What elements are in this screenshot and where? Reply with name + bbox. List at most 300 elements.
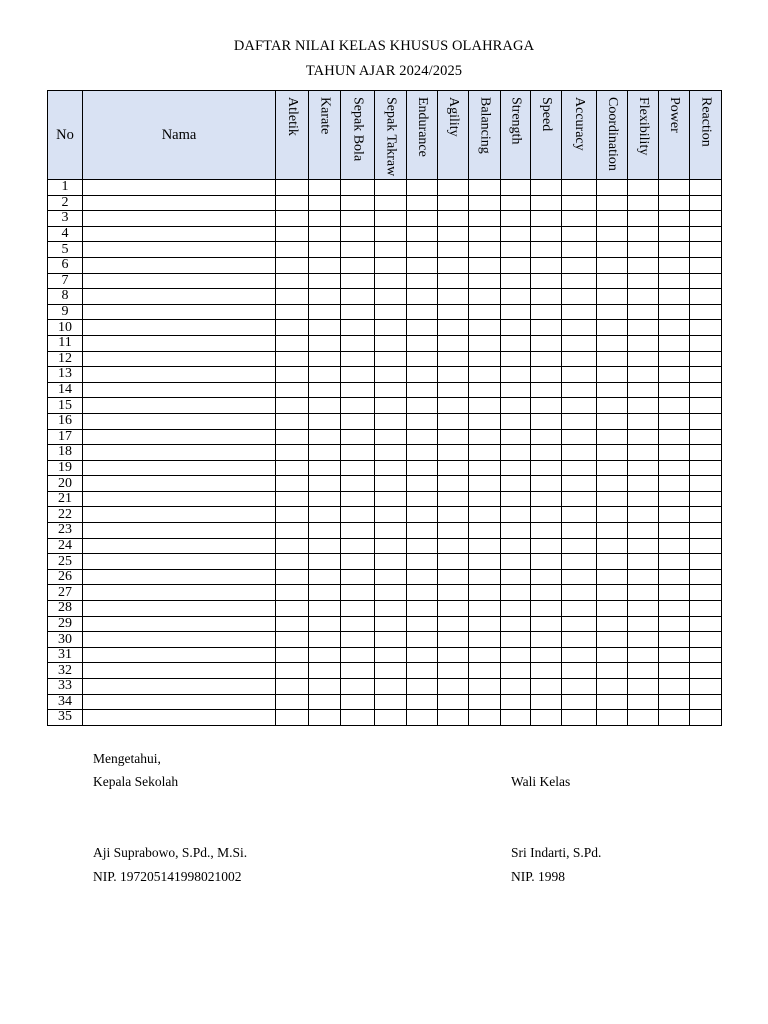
table-row [48, 460, 722, 476]
score-cell [469, 445, 501, 461]
score-cell [276, 351, 309, 367]
table-row [48, 679, 722, 695]
score-cell [469, 491, 501, 507]
subject-label: Endurance [415, 97, 430, 157]
score-cell [276, 398, 309, 414]
score-cell [597, 460, 628, 476]
score-cell [531, 460, 562, 476]
score-cell [309, 491, 341, 507]
score-cell [562, 367, 597, 383]
score-cell [469, 679, 501, 695]
subject-column-header [562, 91, 597, 180]
score-cell [659, 226, 690, 242]
score-cell [276, 211, 309, 227]
score-cell [407, 289, 438, 305]
score-cell [659, 632, 690, 648]
score-cell [531, 257, 562, 273]
score-cell [562, 180, 597, 196]
student-name-cell [83, 242, 276, 258]
score-cell [597, 304, 628, 320]
score-cell [501, 429, 531, 445]
subject-label: Atletik [285, 97, 300, 136]
score-cell [438, 491, 469, 507]
score-cell [375, 491, 407, 507]
score-cell [597, 195, 628, 211]
score-cell [276, 523, 309, 539]
score-cell [562, 211, 597, 227]
table-row [48, 242, 722, 258]
score-cell [341, 585, 375, 601]
score-cell [469, 195, 501, 211]
score-cell [628, 507, 659, 523]
row-number: 2 [48, 195, 83, 211]
score-cell [628, 367, 659, 383]
score-cell [375, 632, 407, 648]
score-cell [659, 507, 690, 523]
score-cell [597, 367, 628, 383]
score-cell [597, 429, 628, 445]
score-cell [407, 507, 438, 523]
score-cell [276, 710, 309, 726]
score-cell [375, 289, 407, 305]
student-name-cell [83, 538, 276, 554]
score-cell [690, 242, 722, 258]
table-row [48, 694, 722, 710]
score-cell [690, 320, 722, 336]
score-cell [597, 211, 628, 227]
score-cell [501, 476, 531, 492]
score-cell [659, 694, 690, 710]
score-cell [341, 273, 375, 289]
score-cell [690, 460, 722, 476]
score-cell [469, 476, 501, 492]
row-number: 7 [48, 273, 83, 289]
score-cell [501, 211, 531, 227]
score-cell [469, 398, 501, 414]
score-cell [276, 679, 309, 695]
score-cell [309, 257, 341, 273]
name-column-header: Nama [83, 91, 276, 180]
score-cell [659, 445, 690, 461]
score-cell [531, 335, 562, 351]
table-header [48, 91, 722, 180]
score-cell [531, 554, 562, 570]
score-cell [309, 569, 341, 585]
table-row [48, 367, 722, 383]
subject-column-header [597, 91, 628, 180]
score-cell [375, 601, 407, 617]
score-cell [501, 382, 531, 398]
score-cell [531, 367, 562, 383]
score-cell [501, 226, 531, 242]
row-number: 25 [48, 554, 83, 570]
score-cell [690, 569, 722, 585]
score-cell [407, 180, 438, 196]
score-cell [659, 211, 690, 227]
score-cell [531, 663, 562, 679]
score-cell [501, 523, 531, 539]
score-cell [375, 195, 407, 211]
score-cell [628, 523, 659, 539]
score-cell [407, 694, 438, 710]
score-cell [659, 569, 690, 585]
score-cell [375, 257, 407, 273]
score-cell [659, 304, 690, 320]
row-number: 16 [48, 413, 83, 429]
score-cell [469, 601, 501, 617]
row-number: 12 [48, 351, 83, 367]
score-cell [501, 273, 531, 289]
table-row [48, 663, 722, 679]
score-cell [341, 398, 375, 414]
score-cell [341, 304, 375, 320]
score-cell [562, 273, 597, 289]
score-cell [501, 180, 531, 196]
score-cell [531, 647, 562, 663]
score-cell [469, 273, 501, 289]
score-cell [438, 335, 469, 351]
subject-label: Reaction [698, 97, 714, 147]
score-cell [690, 398, 722, 414]
score-cell [469, 569, 501, 585]
table-row [48, 195, 722, 211]
score-cell [531, 351, 562, 367]
score-cell [375, 226, 407, 242]
score-cell [531, 507, 562, 523]
score-cell [501, 320, 531, 336]
score-cell [531, 476, 562, 492]
score-cell [531, 538, 562, 554]
score-cell [562, 523, 597, 539]
score-cell [628, 538, 659, 554]
score-cell [469, 413, 501, 429]
subject-label: Strength [508, 97, 524, 145]
score-cell [407, 538, 438, 554]
score-cell [341, 569, 375, 585]
score-cell [341, 413, 375, 429]
score-cell [438, 663, 469, 679]
score-cell [407, 601, 438, 617]
score-cell [659, 663, 690, 679]
score-cell [309, 367, 341, 383]
table-row [48, 445, 722, 461]
row-number: 14 [48, 382, 83, 398]
score-cell [341, 382, 375, 398]
score-cell [562, 507, 597, 523]
score-cell [407, 569, 438, 585]
score-cell [562, 554, 597, 570]
score-cell [531, 585, 562, 601]
student-name-cell [83, 180, 276, 196]
score-cell [276, 632, 309, 648]
score-cell [501, 257, 531, 273]
score-cell [276, 195, 309, 211]
row-number: 29 [48, 616, 83, 632]
score-cell [407, 273, 438, 289]
row-number: 27 [48, 585, 83, 601]
score-cell [407, 632, 438, 648]
row-number: 17 [48, 429, 83, 445]
subject-column-header [407, 91, 438, 180]
score-cell [501, 694, 531, 710]
table-row [48, 398, 722, 414]
score-cell [341, 679, 375, 695]
student-name-cell [83, 569, 276, 585]
score-cell [438, 569, 469, 585]
score-cell [438, 351, 469, 367]
score-cell [375, 320, 407, 336]
score-cell [531, 694, 562, 710]
student-name-cell [83, 382, 276, 398]
table-row [48, 601, 722, 617]
score-cell [659, 585, 690, 601]
score-cell [407, 413, 438, 429]
score-cell [628, 616, 659, 632]
header-row [48, 91, 722, 180]
score-cell [597, 601, 628, 617]
principal-role: Kepala Sekolah [93, 774, 179, 789]
acknowledge-label: Mengetahui, [93, 751, 161, 766]
score-cell [341, 320, 375, 336]
subject-label: Speed [539, 97, 554, 132]
score-cell [562, 289, 597, 305]
score-cell [375, 351, 407, 367]
score-cell [690, 538, 722, 554]
score-cell [341, 476, 375, 492]
score-cell [341, 710, 375, 726]
score-cell [531, 226, 562, 242]
score-cell [501, 710, 531, 726]
table-row [48, 257, 722, 273]
score-cell [276, 226, 309, 242]
score-cell [276, 304, 309, 320]
score-cell [597, 538, 628, 554]
score-cell [438, 273, 469, 289]
score-cell [628, 335, 659, 351]
score-cell [375, 445, 407, 461]
score-cell [659, 460, 690, 476]
score-cell [438, 242, 469, 258]
table-row [48, 180, 722, 196]
table-body [48, 180, 722, 726]
subject-label: Coordination [605, 97, 620, 171]
score-cell [562, 257, 597, 273]
score-cell [407, 663, 438, 679]
student-name-cell [83, 257, 276, 273]
row-number: 5 [48, 242, 83, 258]
score-cell [562, 569, 597, 585]
score-cell [341, 289, 375, 305]
subject-column-header [375, 91, 407, 180]
table-row [48, 476, 722, 492]
score-cell [597, 445, 628, 461]
score-cell [597, 710, 628, 726]
score-cell [438, 211, 469, 227]
score-cell [531, 242, 562, 258]
score-cell [597, 351, 628, 367]
score-cell [375, 538, 407, 554]
score-cell [375, 694, 407, 710]
score-cell [276, 273, 309, 289]
score-cell [628, 679, 659, 695]
score-cell [501, 335, 531, 351]
score-cell [597, 413, 628, 429]
student-name-cell [83, 211, 276, 227]
score-cell [659, 616, 690, 632]
student-name-cell [83, 476, 276, 492]
score-cell [501, 351, 531, 367]
score-cell [469, 538, 501, 554]
score-cell [597, 523, 628, 539]
score-cell [628, 257, 659, 273]
score-cell [628, 413, 659, 429]
score-cell [659, 351, 690, 367]
score-cell [375, 585, 407, 601]
score-cell [659, 320, 690, 336]
score-cell [341, 367, 375, 383]
student-name-cell [83, 663, 276, 679]
score-cell [501, 632, 531, 648]
score-cell [469, 460, 501, 476]
score-cell [438, 585, 469, 601]
row-number: 10 [48, 320, 83, 336]
score-cell [438, 616, 469, 632]
score-cell [531, 601, 562, 617]
student-name-cell [83, 632, 276, 648]
score-cell [309, 242, 341, 258]
score-cell [309, 413, 341, 429]
score-cell [562, 335, 597, 351]
table-row [48, 647, 722, 663]
student-name-cell [83, 585, 276, 601]
row-number: 8 [48, 289, 83, 305]
student-name-cell [83, 554, 276, 570]
score-cell [501, 491, 531, 507]
table-row [48, 429, 722, 445]
score-cell [501, 304, 531, 320]
score-cell [375, 398, 407, 414]
subject-column-header [531, 91, 562, 180]
subject-column-header [438, 91, 469, 180]
row-number: 3 [48, 211, 83, 227]
score-cell [628, 398, 659, 414]
score-cell [659, 180, 690, 196]
score-cell [375, 679, 407, 695]
score-cell [469, 663, 501, 679]
score-cell [562, 445, 597, 461]
subject-column-header [690, 91, 722, 180]
score-cell [628, 273, 659, 289]
score-cell [309, 180, 341, 196]
student-name-cell [83, 647, 276, 663]
score-cell [276, 320, 309, 336]
score-cell [375, 304, 407, 320]
score-cell [562, 601, 597, 617]
score-cell [531, 616, 562, 632]
score-cell [407, 398, 438, 414]
student-name-cell [83, 289, 276, 305]
score-cell [659, 367, 690, 383]
score-cell [375, 211, 407, 227]
score-cell [438, 460, 469, 476]
score-cell [309, 679, 341, 695]
table-row [48, 382, 722, 398]
table-row [48, 523, 722, 539]
table-row [48, 554, 722, 570]
score-cell [531, 632, 562, 648]
score-cell [501, 538, 531, 554]
score-cell [375, 413, 407, 429]
score-cell [628, 351, 659, 367]
subject-label: Agility [446, 97, 461, 137]
score-cell [309, 476, 341, 492]
table-row [48, 211, 722, 227]
score-cell [562, 413, 597, 429]
score-cell [531, 320, 562, 336]
score-cell [501, 679, 531, 695]
score-cell [276, 257, 309, 273]
score-cell [309, 320, 341, 336]
score-cell [562, 320, 597, 336]
score-cell [628, 289, 659, 305]
score-cell [531, 398, 562, 414]
score-cell [597, 476, 628, 492]
score-cell [469, 585, 501, 601]
score-cell [531, 491, 562, 507]
score-cell [501, 242, 531, 258]
row-number: 19 [48, 460, 83, 476]
score-cell [659, 554, 690, 570]
table-row [48, 491, 722, 507]
student-name-cell [83, 523, 276, 539]
score-cell [341, 663, 375, 679]
score-cell [659, 195, 690, 211]
score-cell [407, 585, 438, 601]
score-cell [407, 367, 438, 383]
score-cell [407, 429, 438, 445]
score-cell [469, 523, 501, 539]
score-cell [597, 632, 628, 648]
score-cell [341, 538, 375, 554]
score-cell [501, 507, 531, 523]
score-cell [407, 226, 438, 242]
score-cell [276, 491, 309, 507]
subject-label: Accuracy [572, 97, 587, 151]
table-row [48, 413, 722, 429]
score-cell [690, 195, 722, 211]
score-cell [659, 647, 690, 663]
score-cell [501, 367, 531, 383]
table-row [48, 507, 722, 523]
score-cell [562, 710, 597, 726]
score-cell [407, 445, 438, 461]
score-cell [276, 569, 309, 585]
score-cell [501, 445, 531, 461]
score-cell [690, 335, 722, 351]
score-cell [375, 382, 407, 398]
score-cell [562, 460, 597, 476]
score-cell [531, 289, 562, 305]
score-cell [690, 445, 722, 461]
row-number: 22 [48, 507, 83, 523]
score-cell [375, 180, 407, 196]
score-cell [469, 710, 501, 726]
score-cell [407, 195, 438, 211]
score-cell [690, 289, 722, 305]
score-cell [276, 601, 309, 617]
student-name-cell [83, 710, 276, 726]
student-name-cell [83, 367, 276, 383]
